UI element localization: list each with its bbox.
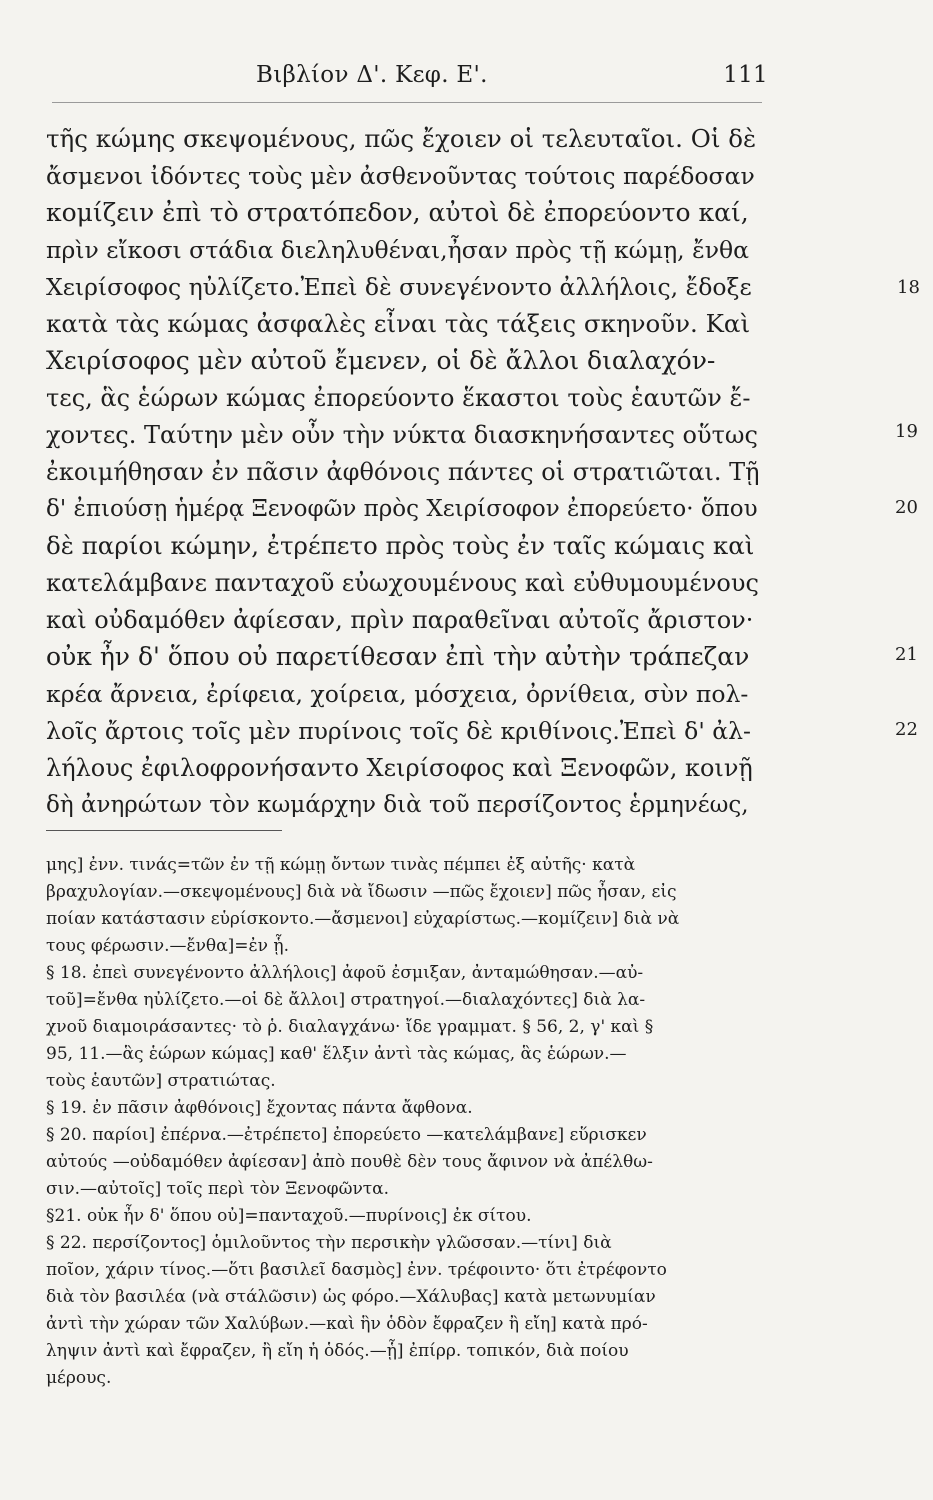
text-line: καὶ οὐδαμόθεν ἀφίεσαν, πρὶν παραθεῖναι αὐτοῖς ἄριστον· xyxy=(46,606,754,634)
text-line: δὲ παρίοι κώμην, ἐτρέπετο πρὸς τοὺς ἐν ταῖς κώμαις καὶ xyxy=(46,531,755,560)
text-line: ἐκοιμήθησαν ἐν πᾶσιν ἀφθόνοις πάντες οἱ στρατιῶται. Τῇ xyxy=(46,458,760,486)
section-number: 22 xyxy=(895,719,918,740)
note-line: § 20. παρίοι] ἐπέρνα.—ἐτρέπετο] ἐπορεύετο —κατελάμβανε] εὕρισκεν xyxy=(46,1125,647,1145)
section-number: 20 xyxy=(895,497,918,518)
note-line: ληψιν ἀντὶ καὶ ἔφραζεν, ἢ εἴη ἡ ὁδός.—ᾗ] ἐπίρρ. τοπικόν, διὰ ποίου xyxy=(46,1341,629,1361)
note-line: διὰ τὸν βασιλέα (νὰ στάλῶσιν) ὡς φόρο.—Χάλυβας] κατὰ μετωνυμίαν xyxy=(46,1287,656,1307)
note-line: ποῖον, χάριν τίνος.—ὅτι βασιλεῖ δασμὸς] ἐνν. τρέφοιντο· ὅτι ἐτρέφοντο xyxy=(46,1260,667,1280)
note-line: χνοῦ διαμοιράσαντες· τὸ ῥ. διαλαγχάνω· ἴδε γραμματ. § 56, 2, γ' καὶ § xyxy=(46,1017,654,1037)
text-line: Χειρίσοφος μὲν αὐτοῦ ἔμενεν, οἱ δὲ ἄλλοι διαλαχόν- xyxy=(46,346,716,375)
text-line: δὴ ἀνηρώτων τὸν κωμάρχην διὰ τοῦ περσίζοντος ἑρμηνέως, xyxy=(46,792,749,818)
note-line: 95, 11.—ἃς ἑώρων κώμας] καθ' ἕλξιν ἀντὶ τὰς κώμας, ἃς ἑώρων.— xyxy=(46,1044,627,1064)
footnote-rule xyxy=(46,830,282,831)
text-line: κατὰ τὰς κώμας ἀσφαλὲς εἶναι τὰς τάξεις σκηνοῦν. Καὶ xyxy=(46,309,751,338)
text-line: κομίζειν ἐπὶ τὸ στρατόπεδον, αὐτοὶ δὲ ἐπορεύοντο καί, xyxy=(46,198,749,227)
text-line: ἄσμενοι ἰδόντες τοὺς μὲν ἀσθενοῦντας τούτοις παρέδοσαν xyxy=(46,162,755,190)
note-line: ἀντὶ τὴν χώραν τῶν Χαλύβων.—καὶ ἣν ὁδὸν ἔφραζεν ἢ εἴη] κατὰ πρό- xyxy=(46,1314,648,1334)
text-line: λοῖς ἄρτοις τοῖς μὲν πυρίνοις τοῖς δὲ κριθίνοις.Ἐπεὶ δ' ἀλ- xyxy=(46,717,751,745)
note-line: §21. οὐκ ἦν δ' ὅπου οὐ]=πανταχοῦ.—πυρίνοις] ἐκ σίτου. xyxy=(46,1206,532,1226)
text-line: δ' ἐπιούσῃ ἡμέρᾳ Ξενοφῶν πρὸς Χειρίσοφον ἐπορεύετο· ὅπου xyxy=(46,496,758,522)
note-line: μης] ἐνν. τινάς=τῶν ἐν τῇ κώμῃ ὄντων τινὰς πέμπει ἐξ αὐτῆς· κατὰ xyxy=(46,855,636,875)
section-number: 19 xyxy=(895,421,918,442)
note-line: § 19. ἐν πᾶσιν ἀφθόνοις] ἔχοντας πάντα ἄφθονα. xyxy=(46,1098,473,1118)
text-line: κατελάμβανε πανταχοῦ εὐωχουμένους καὶ εὐθυμουμένους xyxy=(46,569,759,597)
note-line: τους φέρωσιν.—ἔνθα]=ἐν ᾗ. xyxy=(46,936,289,956)
note-line: σιν.—αὐτοῖς] τοῖς περὶ τὸν Ξενοφῶντα. xyxy=(46,1179,390,1199)
page-number: 111 xyxy=(723,62,768,88)
note-line: τοὺς ἑαυτῶν] στρατιώτας. xyxy=(46,1071,276,1091)
note-line: § 18. ἐπεὶ συνεγένοντο ἀλλήλοις] ἀφοῦ ἐσμιξαν, ἀνταμώθησαν.—αὐ- xyxy=(46,963,644,983)
section-number: 18 xyxy=(897,277,920,298)
text-line: κρέα ἄρνεια, ἐρίφεια, χοίρεια, μόσχεια, ὀρνίθεια, σὺν πολ- xyxy=(46,680,749,708)
text-line: πρὶν εἴκοσι στάδια διεληλυθέναι,ἦσαν πρὸς τῇ κώμῃ, ἔνθα xyxy=(46,236,750,264)
text-line: Χειρίσοφος ηὐλίζετο.Ἐπεὶ δὲ συνεγένοντο ἀλλήλοις, ἔδοξε xyxy=(46,273,752,301)
note-line: τοῦ]=ἔνθα ηὐλίζετο.—οἱ δὲ ἄλλοι] στρατηγοί.—διαλαχόντες] διὰ λα- xyxy=(46,990,646,1010)
note-line: μέρους. xyxy=(46,1368,112,1388)
running-title: Βιβλίον Δ'. Κεφ. Ε'. xyxy=(256,62,488,88)
text-line: τῆς κώμης σκεψομένους, πῶς ἔχοιεν οἱ τελευταῖοι. Οἱ δὲ xyxy=(46,124,757,153)
text-line: λήλους ἐφιλοφρονήσαντο Χειρίσοφος καὶ Ξενοφῶν, κοινῇ xyxy=(46,754,753,782)
text-line: οὐκ ἦν δ' ὅπου οὐ παρετίθεσαν ἐπὶ τὴν αὐτὴν τράπεζαν xyxy=(46,642,750,671)
text-line: τες, ἃς ἑώρων κώμας ἐπορεύοντο ἕκαστοι τοὺς ἑαυτῶν ἔ- xyxy=(46,384,751,412)
note-line: αὐτούς —οὐδαμόθεν ἀφίεσαν] ἀπὸ πουθὲ δὲν τους ἄφινον νὰ ἀπέλθω- xyxy=(46,1152,653,1172)
header-rule xyxy=(52,102,762,103)
note-line: § 22. περσίζοντος] ὁμιλοῦντος τὴν περσικὴν γλῶσσαν.—τίνι] διὰ xyxy=(46,1233,612,1253)
text-line: χοντες. Ταύτην μὲν οὖν τὴν νύκτα διασκηνήσαντες οὕτως xyxy=(46,421,758,449)
note-line: βραχυλογίαν.—σκεψομένους] διὰ νὰ ἴδωσιν —πῶς ἔχοιεν] πῶς ἦσαν, εἰς xyxy=(46,882,677,902)
note-line: ποίαν κατάστασιν εὑρίσκοντο.—ἄσμενοι] εὐχαρίστως.—κομίζειν] διὰ νὰ xyxy=(46,909,680,929)
page-header xyxy=(52,58,770,98)
section-number: 21 xyxy=(895,644,918,665)
